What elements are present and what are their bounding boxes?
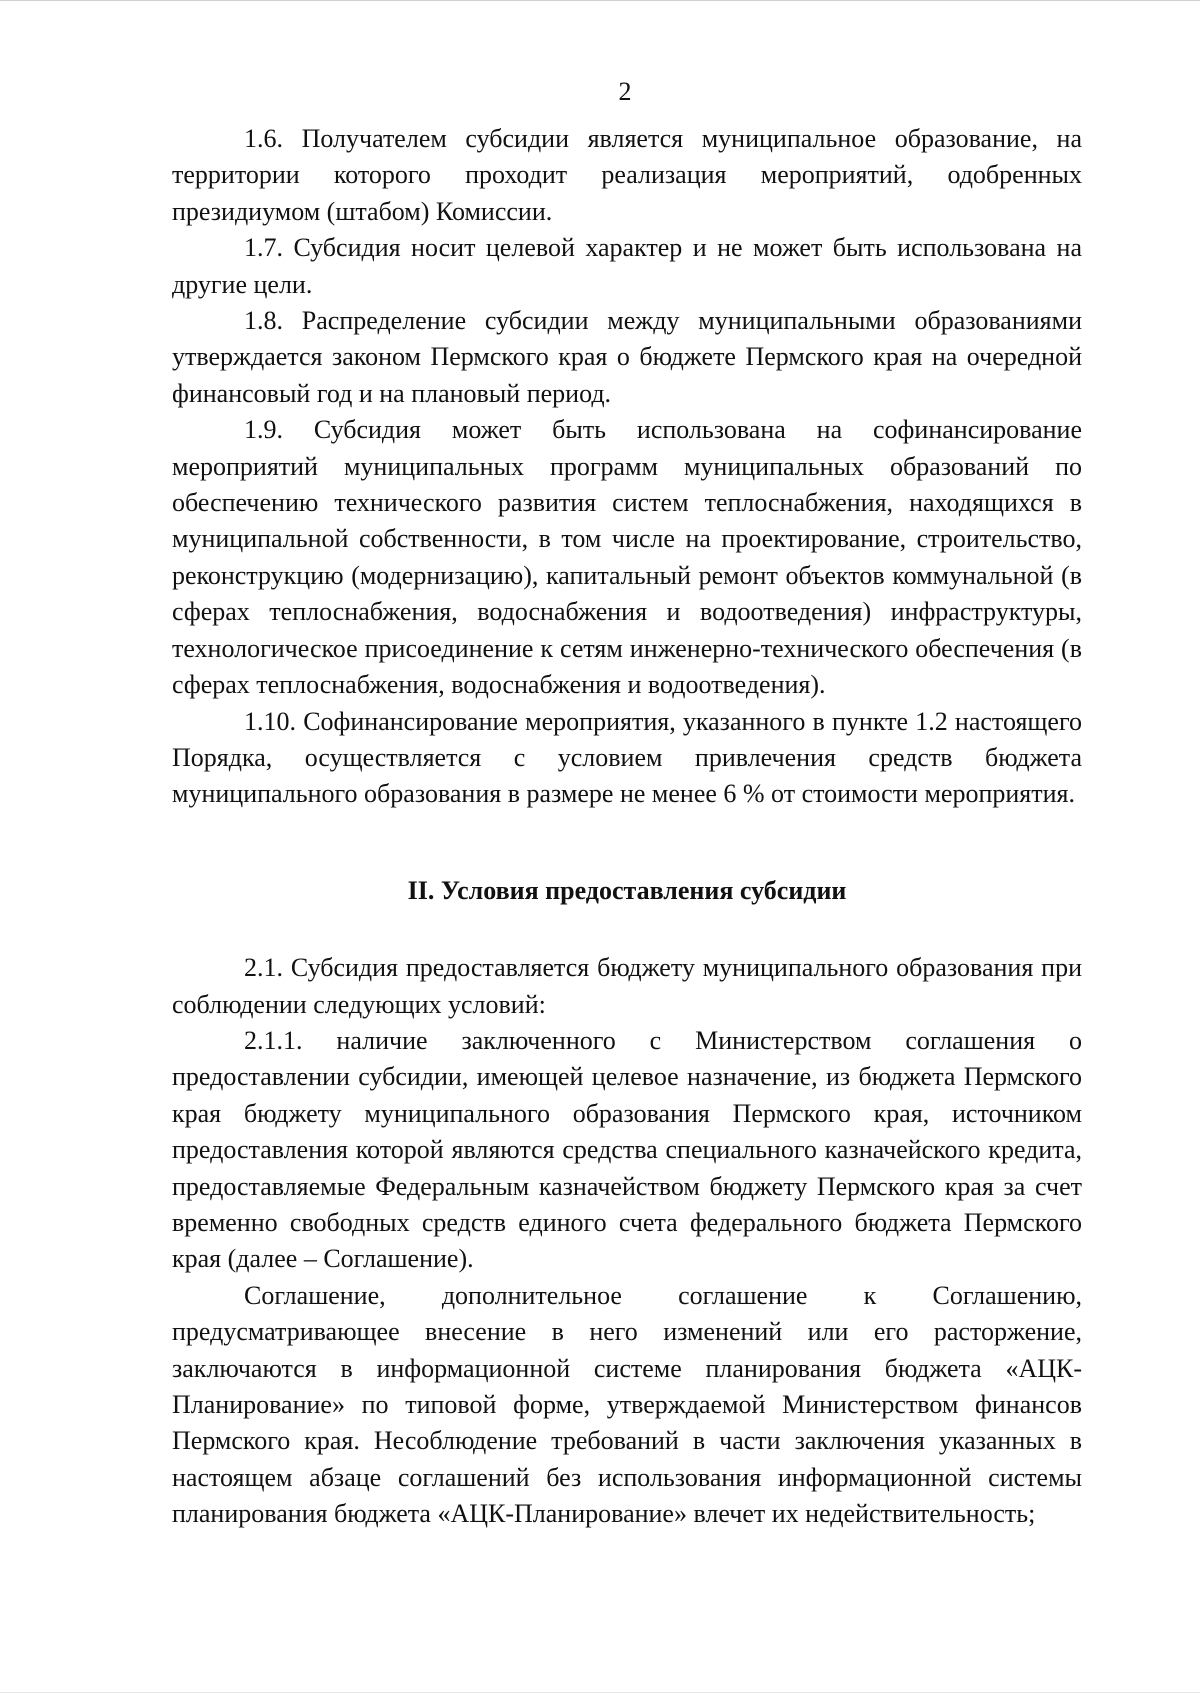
paragraph-1-6: 1.6. Получателем субсидии является муниципальное образование, на территории которого проходит реализация мероприятий, одобренных президиумом (штабом) Комиссии. xyxy=(172,124,1082,226)
scan-edge-line xyxy=(0,1692,1200,1693)
paragraph-1-9: 1.9. Субсидия может быть использована на софинансирование мероприятий муниципальных программ муниципальных образований по обеспечению технического развития систем теплоснабжения, находящихся в муниципальной собственности, в том числе на проектирование, строительство, реконструкцию (модернизацию), капитальный ремонт объектов коммунальной (в сферах теплоснабжения, водоснабжения и водоотведения) инфраструктуры, технологическое присоединение к сетям инженерно-технического обеспечения (в сферах теплоснабжения, водоснабжения и водоотведения). xyxy=(172,415,1082,700)
paragraph-1-8: 1.8. Распределение субсидии между муниципальными образованиями утверждается законом Пермского края о бюджете Пермского края на очередной финансовый год и на плановый период. xyxy=(172,306,1082,408)
paragraph-agreement: Соглашение, дополнительное соглашение к Соглашению, предусматривающее внесение в него изменений или его расторжение, заключаются в информационной системе планирования бюджета «АЦК-Планирование» по типовой форме, утверждаемой Министерством финансов Пермского края. Несоблюдение требований в части заключения указанных в настоящем абзаце соглашений без использования информационной системы планирования бюджета «АЦК-Планирование» влечет их недействительность; xyxy=(172,1280,1082,1529)
section-heading: II. Условия предоставления субсидии xyxy=(407,875,847,905)
paragraph-2-1: 2.1. Субсидия предоставляется бюджету муниципального образования при соблюдении следующих условий: xyxy=(172,953,1082,1019)
page-number: 2 xyxy=(618,77,632,106)
paragraph-1-7: 1.7. Субсидия носит целевой характер и не может быть использована на другие цели. xyxy=(172,233,1082,299)
paragraph-2-1-1: 2.1.1. наличие заключенного с Министерством соглашения о предоставлении субсидии, имеющей целевое назначение, из бюджета Пермского края бюджету муниципального образования Пермского края, источником предоставления которой являются средства специального казначейского кредита, предоставляемые Федеральным казначейством бюджету Пермского края за счет временно свободных средств единого счета федерального бюджета Пермского края (далее – Соглашение). xyxy=(172,1025,1082,1274)
document-body xyxy=(172,121,1082,1533)
paragraph-1-10: 1.10. Софинансирование мероприятия, указанного в пункте 1.2 настоящего Порядка, осуществляется с условием привлечения средств бюджета муниципального образования в размере не менее 6 % от стоимости мероприятия. xyxy=(172,706,1082,809)
